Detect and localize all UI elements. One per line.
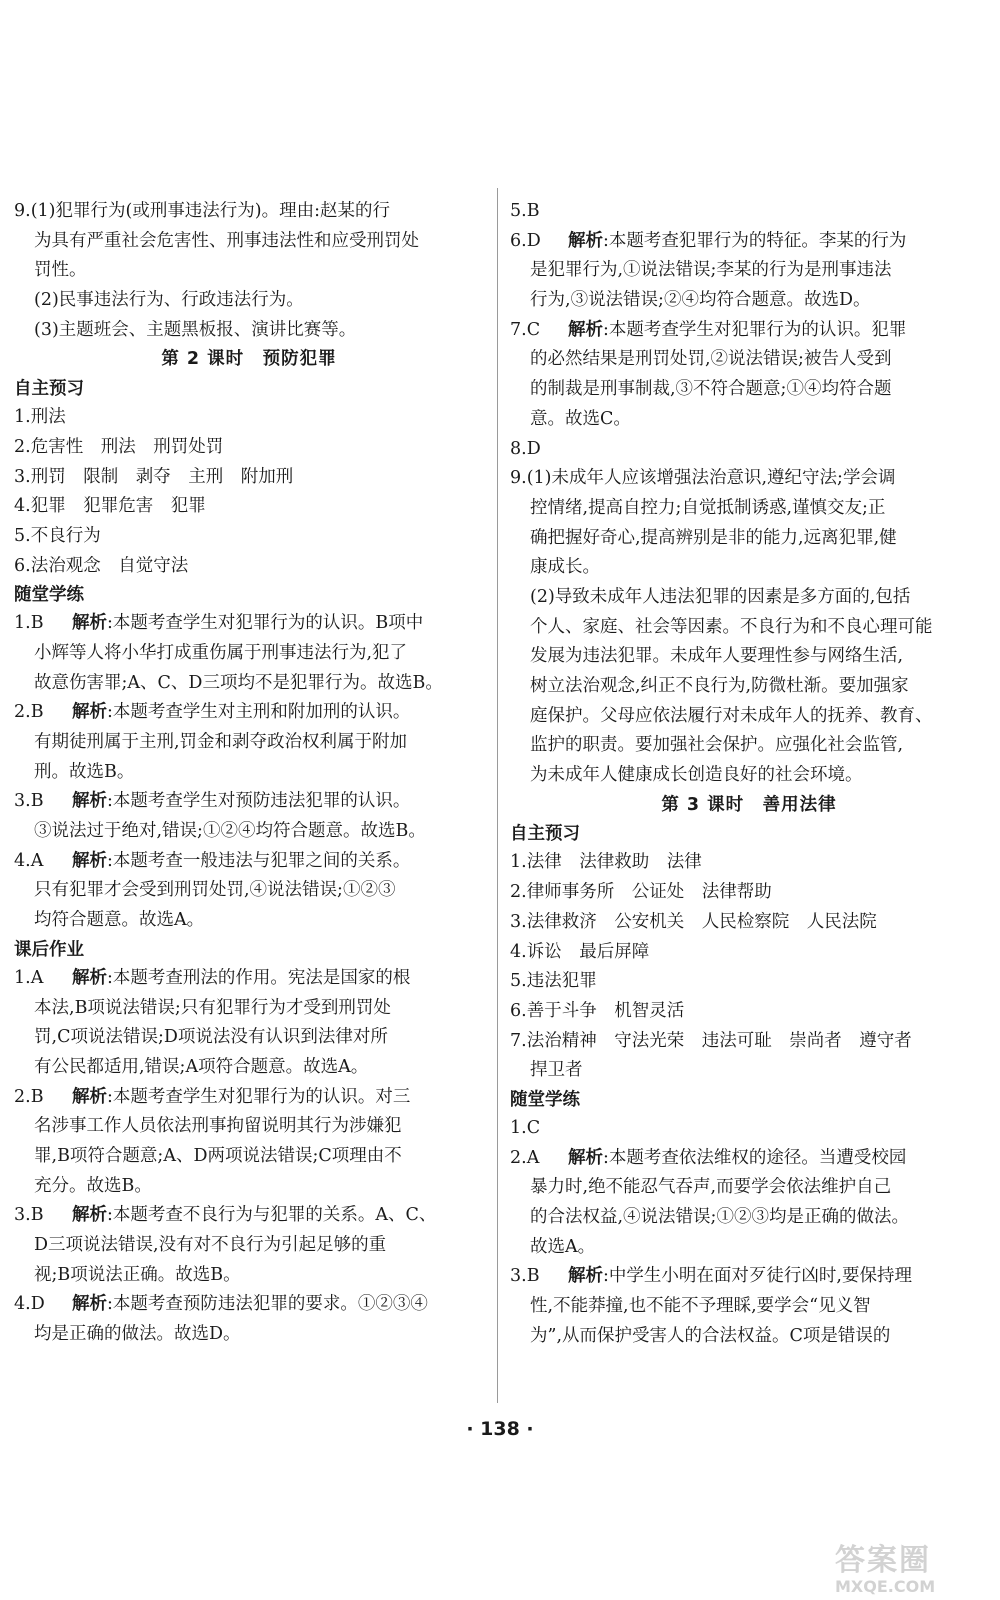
analysis-text: :本题考查学生对犯罪行为的认识。B项中	[107, 613, 424, 634]
analysis-text: :本题考查学生对犯罪行为的认识。犯罪	[603, 319, 907, 340]
text-line: (2)民事违法行为、行政违法行为。	[34, 290, 304, 311]
text-line: 5.B	[510, 201, 540, 221]
text-line: 本法,B项说法错误;只有犯罪行为才受到刑罚处	[34, 997, 391, 1018]
text-line: 刑。故选B。	[34, 761, 135, 782]
watermark-url: MXQE.COM	[835, 1577, 936, 1596]
text-line: 9.(1)犯罪行为(或刑事违法行为)。理由:赵某的行	[14, 201, 391, 221]
answer-line	[14, 1083, 484, 1113]
text-line: 是犯罪行为,①说法错误;李某的行为是刑事违法	[530, 260, 892, 281]
analysis-text: :本题考查依法维权的途径。当遭受校园	[603, 1147, 907, 1168]
right-column	[510, 197, 988, 1351]
text-line: 庭保护。父母应依法履行对未成年人的抚养、教育、	[530, 705, 933, 726]
answer-number: 4.D	[14, 1294, 45, 1315]
text-line: 意。故选C。	[530, 408, 631, 429]
analysis-label: 解析	[72, 1086, 107, 1107]
analysis-text: :本题考查刑法的作用。宪法是国家的根	[107, 967, 411, 988]
analysis-label: 解析	[568, 1266, 603, 1287]
text-line: 名涉事工作人员依法刑事拘留说明其行为涉嫌犯	[34, 1116, 402, 1137]
page-number: · 138 ·	[466, 1418, 534, 1440]
text-line: 1.C	[510, 1117, 541, 1138]
text-line: 发展为违法犯罪。未成年人要理性参与网络生活,	[530, 646, 904, 667]
answer-number: 1.B	[14, 613, 44, 634]
section-heading: 自主预习	[14, 379, 84, 400]
text-line: 树立法治观念,纠正不良行为,防微杜渐。要加强家	[530, 676, 909, 696]
text-line: 7.法治精神 守法光荣 违法可耻 崇尚者 遵守者	[510, 1030, 912, 1051]
text-line: 性,不能莽撞,也不能不予理睬,要学会“见义智	[530, 1296, 871, 1317]
text-line: 有期徒刑属于主刑,罚金和剥夺政治权利属于附加	[34, 732, 408, 752]
answer-number: 4.A	[14, 850, 44, 871]
answer-line	[510, 316, 988, 346]
text-line: ③说法过于绝对,错误;①②④均符合题意。故选B。	[34, 821, 426, 842]
watermark-logo	[835, 1535, 985, 1595]
analysis-label: 解析	[72, 850, 107, 871]
text-line: 捍卫者	[530, 1060, 583, 1081]
text-line: 5.不良行为	[14, 525, 101, 546]
section-title: 第 3 课时 善用法律	[661, 794, 837, 815]
answer-number: 2.B	[14, 1086, 44, 1107]
answer-line	[510, 1144, 988, 1174]
column-divider	[497, 188, 498, 1403]
section-title: 第 2 课时 预防犯罪	[161, 349, 337, 370]
text-line: (2)导致未成年人违法犯罪的因素是多方面的,包括	[530, 586, 911, 607]
analysis-label: 解析	[568, 319, 603, 340]
text-line: 控情绪,提高自控力;自觉抵制诱惑,谨慎交友;正	[530, 497, 886, 518]
answer-number: 1.A	[14, 967, 44, 988]
text-line: 2.律师事务所 公证处 法律帮助	[510, 882, 772, 903]
answer-line	[14, 964, 484, 994]
section-heading: 课后作业	[14, 939, 84, 960]
analysis-text: :本题考查学生对犯罪行为的认识。对三	[107, 1086, 411, 1107]
text-line: 4.犯罪 犯罪危害 犯罪	[14, 496, 206, 517]
analysis-text: :中学生小明在面对歹徒行凶时,要保持理	[603, 1266, 912, 1287]
text-line: 罚,C项说法错误;D项说法没有认识到法律对所	[34, 1027, 388, 1048]
text-line: 3.刑罚 限制 剥夺 主刑 附加刑	[14, 466, 294, 487]
analysis-label: 解析	[72, 1205, 107, 1226]
analysis-label: 解析	[568, 230, 603, 251]
answer-line	[14, 1201, 484, 1231]
text-line: 故意伤害罪;A、C、D三项均不是犯罪行为。故选B。	[34, 672, 443, 693]
text-line: 充分。故选B。	[34, 1175, 152, 1196]
analysis-text: :本题考查犯罪行为的特征。李某的行为	[603, 230, 907, 251]
text-line: 均符合题意。故选A。	[34, 910, 205, 931]
analysis-label: 解析	[72, 791, 107, 812]
text-line: 罪,B项符合题意;A、D两项说法错误;C项理由不	[34, 1145, 402, 1166]
text-line: 8.D	[510, 438, 541, 459]
text-line: 为”,从而保护受害人的合法权益。C项是错误的	[530, 1325, 891, 1346]
text-line: 为未成年人健康成长创造良好的社会环境。	[530, 765, 863, 786]
answer-line	[14, 847, 484, 877]
text-line: 个人、家庭、社会等因素。不良行为和不良心理可能	[530, 616, 933, 637]
answer-number: 3.B	[14, 1205, 44, 1226]
text-line: 的制裁是刑事制裁,③不符合题意;①④均符合题	[530, 379, 892, 400]
text-line: D三项说法错误,没有对不良行为引起足够的重	[34, 1235, 387, 1255]
text-line: 的合法权益,④说法错误;①②③均是正确的做法。	[530, 1207, 909, 1227]
answer-line	[14, 609, 484, 639]
text-line: 故选A。	[530, 1236, 596, 1257]
text-line: 为具有严重社会危害性、刑事违法性和应受刑罚处	[34, 230, 419, 251]
answer-number: 2.B	[14, 702, 44, 723]
answer-line	[14, 698, 484, 728]
text-line: 确把握好奇心,提高辨别是非的能力,远离犯罪,健	[530, 527, 897, 548]
text-line: 康成长。	[530, 557, 600, 578]
section-heading: 自主预习	[510, 824, 580, 845]
analysis-text: :本题考查学生对预防违法犯罪的认识。	[107, 791, 411, 812]
analysis-text: :本题考查预防违法犯罪的要求。①②③④	[107, 1294, 428, 1315]
analysis-text: :本题考查不良行为与犯罪的关系。A、C、	[107, 1205, 437, 1226]
answer-number: 6.D	[510, 230, 541, 251]
analysis-label: 解析	[72, 702, 107, 723]
answer-number: 7.C	[510, 319, 541, 340]
watermark-text: 答案圈	[835, 1543, 931, 1578]
analysis-label: 解析	[72, 1294, 107, 1315]
text-line: 1.刑法	[14, 407, 66, 428]
text-line: 暴力时,绝不能忍气吞声,而要学会依法维护自己	[530, 1177, 892, 1198]
text-line: 行为,③说法错误;②④均符合题意。故选D。	[530, 290, 871, 311]
answer-number: 2.A	[510, 1147, 540, 1168]
section-heading: 随堂学练	[14, 585, 84, 606]
text-line: 6.法治观念 自觉守法	[14, 555, 189, 576]
analysis-label: 解析	[72, 967, 107, 988]
text-line: 4.诉讼 最后屏障	[510, 941, 650, 962]
text-line: (3)主题班会、主题黑板报、演讲比赛等。	[34, 319, 357, 340]
answer-line	[510, 1262, 988, 1292]
text-line: 监护的职责。要加强社会保护。应强化社会监管,	[530, 735, 904, 756]
text-line: 罚性。	[34, 260, 87, 281]
text-line: 小辉等人将小华打成重伤属于刑事违法行为,犯了	[34, 642, 408, 663]
text-line: 均是正确的做法。故选D。	[34, 1324, 241, 1345]
left-column	[14, 197, 484, 1350]
analysis-text: :本题考查学生对主刑和附加刑的认识。	[107, 702, 411, 723]
text-line: 6.善于斗争 机智灵活	[510, 1000, 685, 1021]
answer-line	[14, 787, 484, 817]
answer-number: 3.B	[510, 1266, 540, 1287]
analysis-label: 解析	[72, 613, 107, 634]
text-line: 2.危害性 刑法 刑罚处罚	[14, 436, 224, 457]
text-line: 5.违法犯罪	[510, 971, 597, 992]
text-line: 视;B项说法正确。故选B。	[34, 1264, 241, 1285]
text-line: 的必然结果是刑罚处罚,②说法错误;被告人受到	[530, 349, 892, 370]
text-line: 1.法律 法律救助 法律	[510, 852, 702, 873]
text-line: 3.法律救济 公安机关 人民检察院 人民法院	[510, 911, 877, 932]
section-heading: 随堂学练	[510, 1089, 580, 1110]
answer-line	[14, 1290, 484, 1320]
text-line: 有公民都适用,错误;A项符合题意。故选A。	[34, 1056, 369, 1077]
answer-line	[510, 227, 988, 257]
analysis-text: :本题考查一般违法与犯罪之间的关系。	[107, 850, 411, 871]
analysis-label: 解析	[568, 1147, 603, 1168]
answer-number: 3.B	[14, 791, 44, 812]
text-line: 只有犯罪才会受到刑罚处罚,④说法错误;①②③	[34, 880, 396, 901]
text-line: 9.(1)未成年人应该增强法治意识,遵纪守法;学会调	[510, 468, 896, 489]
